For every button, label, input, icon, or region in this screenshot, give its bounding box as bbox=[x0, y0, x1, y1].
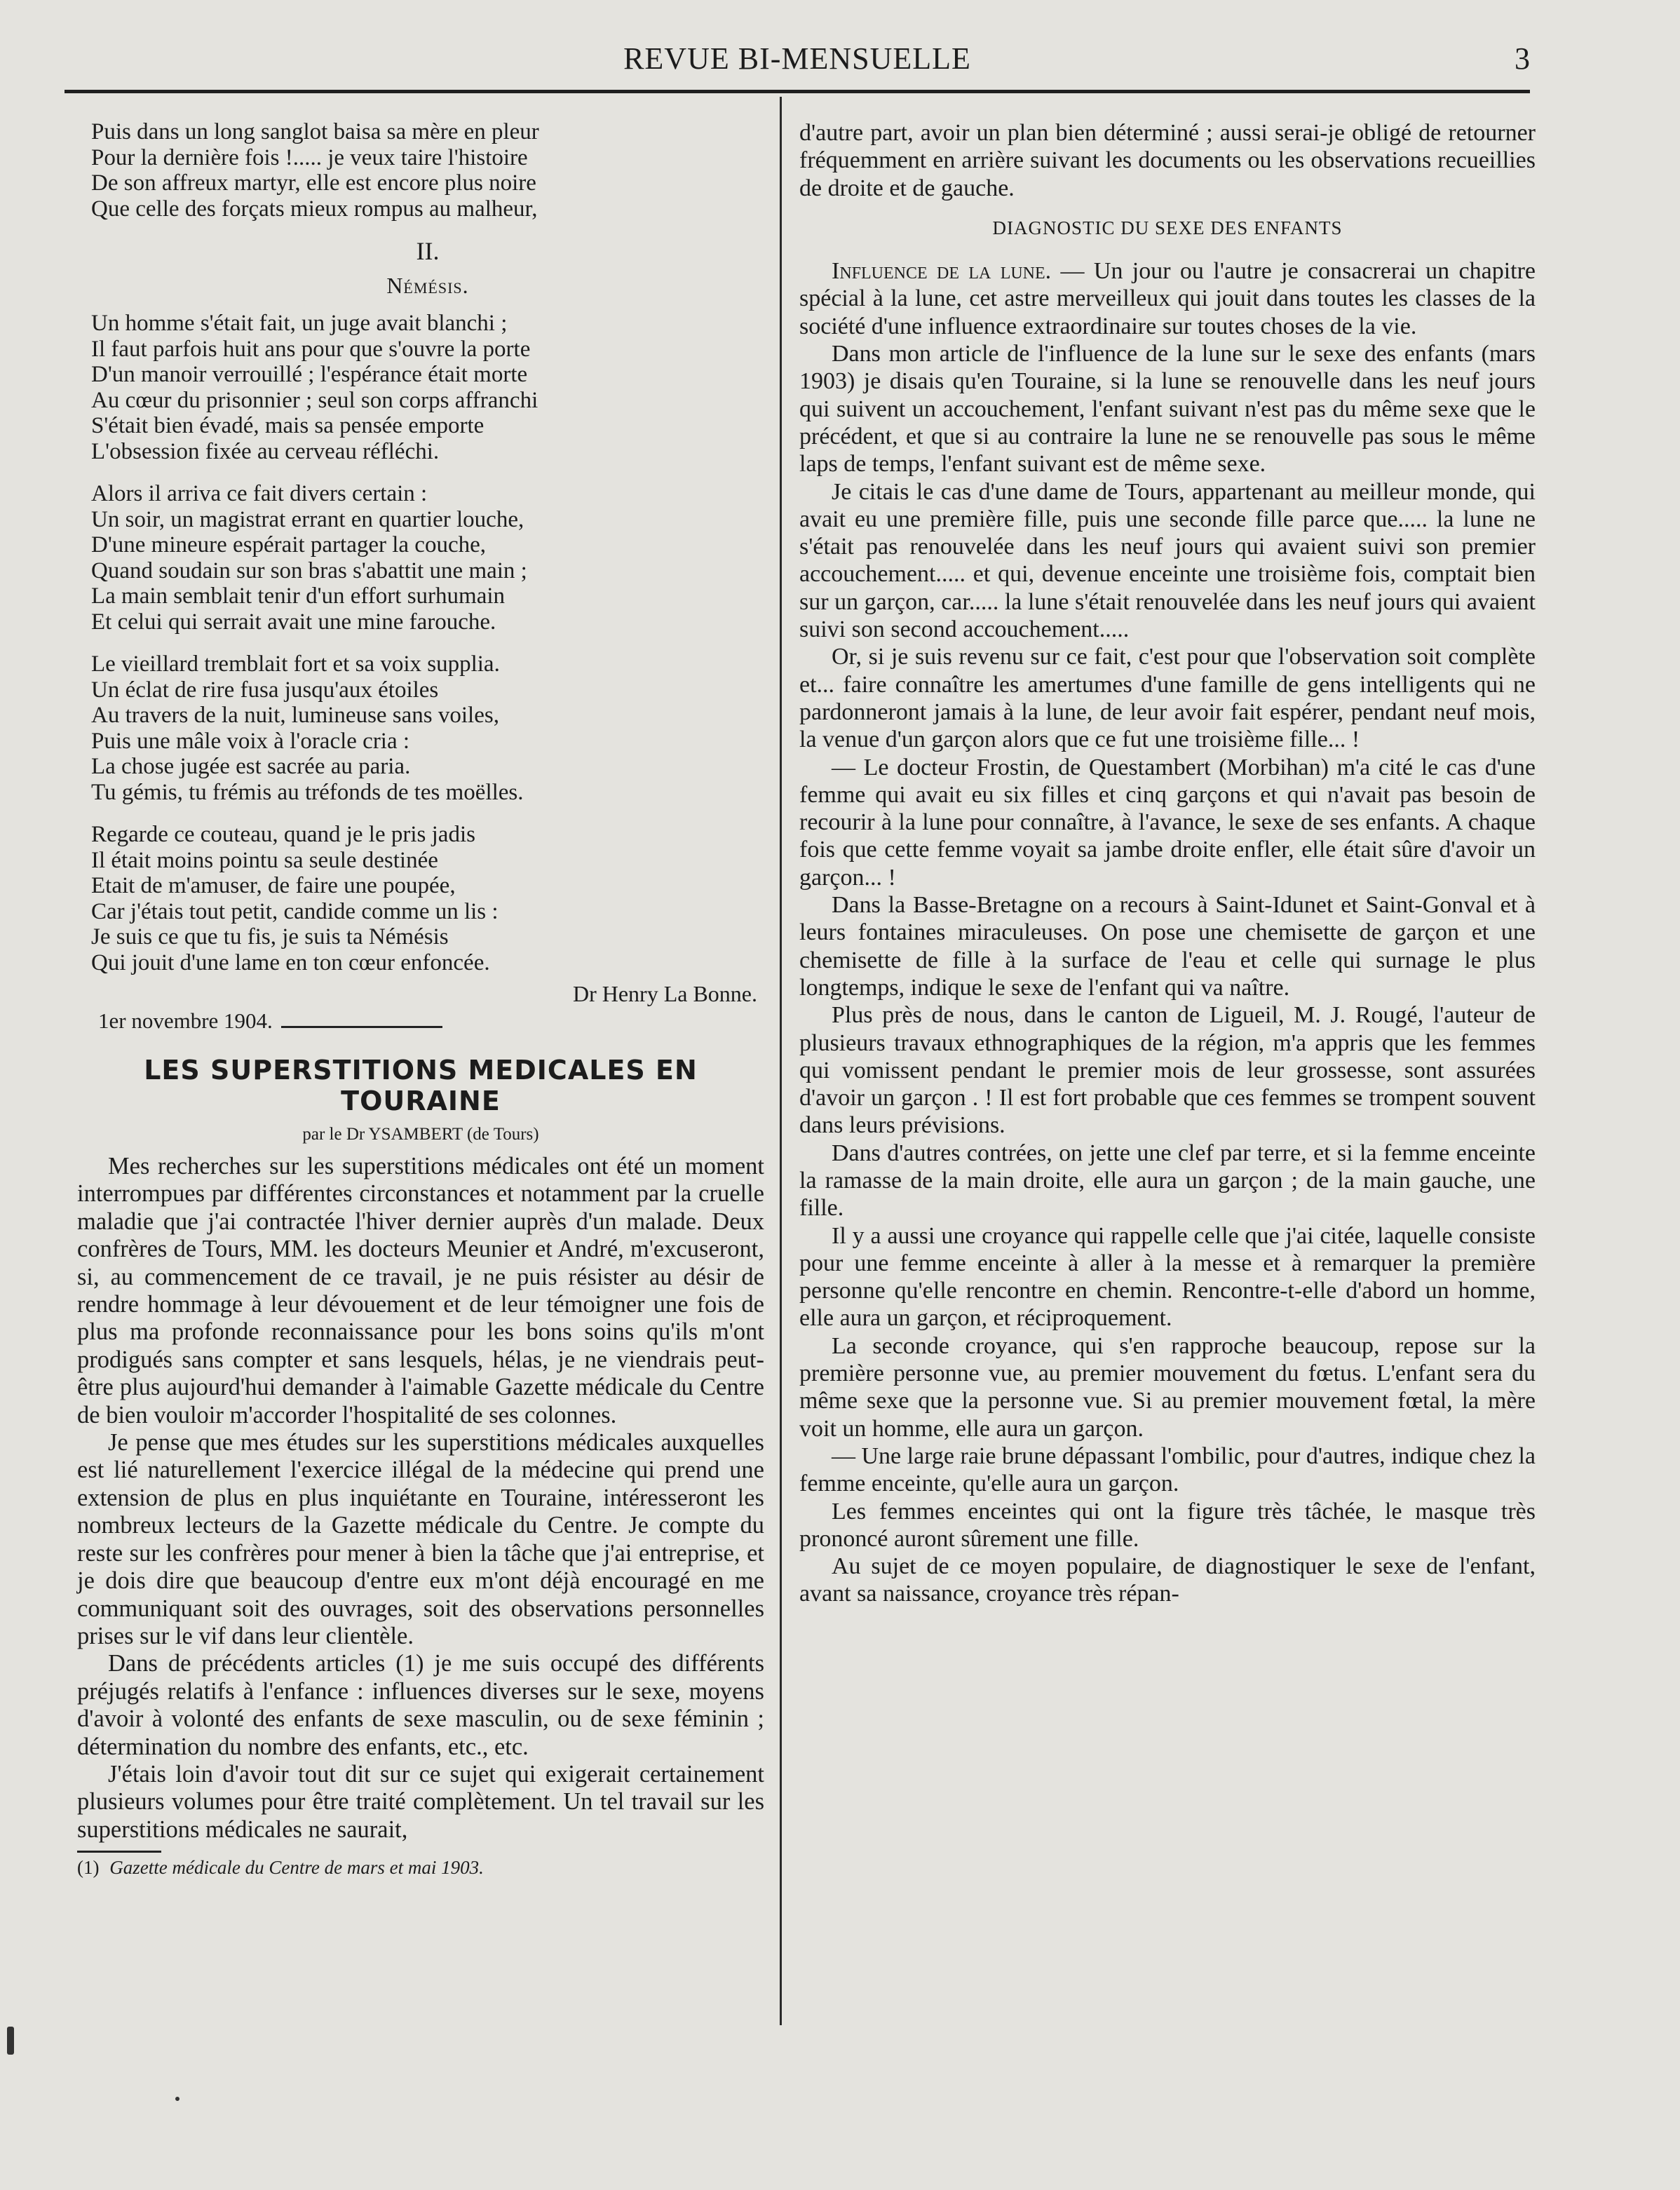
footnote-mark: (1) bbox=[77, 1857, 100, 1879]
paragraph: Au sujet de ce moyen populaire, de diagnostiquer le sexe de l'enfant, avant sa naissance, croyance très répan- bbox=[799, 1553, 1536, 1607]
verse-line: Un soir, un magistrat errant en quartier louche, bbox=[91, 506, 524, 532]
article-byline: par le Dr YSAMBERT (de Tours) bbox=[302, 1125, 539, 1144]
verse-line: L'obsession fixée au cerveau réfléchi. bbox=[91, 438, 440, 464]
poem-stanza-4 bbox=[91, 651, 764, 805]
footnote bbox=[77, 1857, 764, 1879]
poem-section-title: Némésis. bbox=[386, 272, 469, 298]
run-in-heading: Influence de la lune. bbox=[832, 258, 1052, 285]
paragraph: J'étais loin d'avoir tout dit sur ce sujet qui exigerait certainement plusieurs volumes pour être traité complètement. Un tel travail sur les superstitions médicales ne saurait, bbox=[77, 1760, 764, 1843]
verse-line: Il faut parfois huit ans pour que s'ouvre la porte bbox=[91, 336, 531, 362]
poem-date-line bbox=[98, 1008, 764, 1034]
paragraph: Plus près de nous, dans le canton de Ligueil, M. J. Rougé, l'auteur de plusieurs travaux ethnographiques de la région, m'a appris que les femmes qui vomissent pendant le premier mois de leur grossesse, sont assurées d'avoir un garçon . ! Il est fort probable que ces femmes se trompent souvent dans leurs prévisions. bbox=[799, 1002, 1536, 1139]
article-body-right bbox=[799, 119, 1536, 1608]
verse-line: Qui jouit d'une lame en ton cœur enfoncée. bbox=[91, 949, 490, 975]
paragraph: Il y a aussi une croyance qui rappelle celle que j'ai citée, laquelle consiste pour une femme enceinte à aller à la messe et à remarquer la première personne qu'elle rencontre en chemin. Rencontre-t-elle d'abord un homme, elle aura un garçon, et réciproquement. bbox=[799, 1222, 1536, 1332]
verse-line: Alors il arriva ce fait divers certain : bbox=[91, 481, 428, 506]
poem-stanza-3 bbox=[91, 481, 764, 635]
verse-line: Puis dans un long sanglot baisa sa mère en pleur bbox=[91, 119, 539, 144]
verse-line: De son affreux martyr, elle est encore plus noire bbox=[91, 170, 536, 196]
footnote-rule bbox=[77, 1851, 161, 1853]
verse-line: Tu gémis, tu frémis au tréfonds de tes moëlles. bbox=[91, 779, 524, 805]
verse-line: Quand soudain sur son bras s'abattit une main ; bbox=[91, 557, 527, 583]
paragraph: La seconde croyance, qui s'en rapproche beaucoup, repose sur la première personne vue, au premier mouvement du fœtus. L'enfant sera du même sexe que la personne vue. Si au premier mouvement fœtal, la mère voit un homme, elle aura un garçon. bbox=[799, 1332, 1536, 1442]
paragraph: — Une large raie brune dépassant l'ombilic, pour d'autres, indique chez la femme enceinte, qu'elle aura un garçon. bbox=[799, 1442, 1536, 1497]
paragraph: Dans d'autres contrées, on jette une clef par terre, et si la femme enceinte la ramasse de la main droite, elle aura un garçon ; de la main gauche, une fille. bbox=[799, 1140, 1536, 1222]
verse-line: Au travers de la nuit, lumineuse sans voiles, bbox=[91, 703, 499, 728]
article-body-left bbox=[77, 1153, 764, 1844]
verse-line: S'était bien évadé, mais sa pensée emporte bbox=[91, 413, 485, 438]
paragraph-text: — Un jour ou l'autre je consacrerai un chapitre spécial à la lune, cet astre merveilleux qui jouit dans toutes les classes de la société d'une influence extraordinaire sur toutes choses de la vie. bbox=[799, 258, 1536, 339]
page-number: 3 bbox=[1515, 41, 1530, 76]
poem-signature: Dr Henry La Bonne. bbox=[572, 981, 757, 1006]
verse-line: Etait de m'amuser, de faire une poupée, bbox=[91, 873, 456, 898]
paragraph: Je pense que mes études sur les superstitions médicales auxquelles est lié naturellement l'exercice illégal de la médecine qui prend une extension de plus en plus inquiétante en Touraine, intéresseront les nombreux lecteurs de la Gazette médicale du Centre. Je compte du reste sur les confrères pour mener à bien la tâche que j'ai entreprise, et je dois dire que beaucoup d'entre eux m'ont déjà encouragé en me communiquant soit des ouvrages, soit des observations personnelles prises sur le vif dans leur clientèle. bbox=[77, 1429, 764, 1649]
running-title: REVUE BI-MENSUELLE bbox=[623, 41, 971, 76]
poem-stanza-1 bbox=[91, 119, 764, 222]
paragraph: Mes recherches sur les superstitions médicales ont été un moment interrompues par différentes circonstances et notamment par la cruelle maladie que j'ai contractée l'hiver dernier auprès d'un malade. Deux confrères de Tours, MM. les docteurs Meunier et André, m'excuseront, si, au commencement de ce travail, je ne puis résister au désir de rendre hommage à leur dévouement et de leur témoigner une fois de plus ma profonde reconnaissance pour les bons soins qu'ils m'ont prodigués sans compter et sans lesquels, hélas, je ne viendrais peut-être plus aujourd'hui demander à l'aimable Gazette médicale du Centre de bien vouloir m'accorder l'hospitalité de ses colonnes. bbox=[77, 1153, 764, 1428]
verse-line: Un homme s'était fait, un juge avait blanchi ; bbox=[91, 311, 508, 336]
paragraph: Dans de précédents articles (1) je me suis occupé des différents préjugés relatifs à l'enfance : influences diverses sur le sexe, moyens d'avoir à volonté des enfants de sexe masculin, ou de sexe féminin ; détermination du nombre des enfants, etc., etc. bbox=[77, 1650, 764, 1760]
paragraph: Dans mon article de l'influence de la lune sur le sexe des enfants (mars 1903) je disais qu'en Touraine, si la lune se renouvelle dans les neuf jours qui suivent un accouchement, l'enfant suivant n'est pas du même sexe que le précédent, et que si au contraire la lune ne se renouvelle pas sous le même laps de temps, l'enfant suivant est de même sexe. bbox=[799, 341, 1536, 478]
verse-line: Il était moins pointu sa seule destinée bbox=[91, 847, 438, 873]
column-divider bbox=[780, 97, 782, 2025]
poem-date: 1er novembre 1904. bbox=[98, 1008, 273, 1033]
verse-line: Pour la dernière fois !..... je veux taire l'histoire bbox=[91, 144, 528, 170]
poem bbox=[91, 119, 764, 975]
verse-line: Et celui qui serrait avait une mine farouche. bbox=[91, 609, 496, 635]
poem-section-number: II. bbox=[416, 237, 440, 265]
verse-line: Le vieillard tremblait fort et sa voix supplia. bbox=[91, 651, 500, 677]
print-speck bbox=[7, 2027, 14, 2055]
verse-line: D'un manoir verrouillé ; l'espérance était morte bbox=[91, 362, 528, 387]
verse-line: D'une mineure espérait partager la couche, bbox=[91, 532, 486, 557]
verse-line: Regarde ce couteau, quand je le pris jadis bbox=[91, 822, 475, 847]
verse-line: Car j'étais tout petit, candide comme un lis : bbox=[91, 898, 499, 924]
verse-line: Un éclat de rire fusa jusqu'aux étoiles bbox=[91, 677, 439, 703]
separator-rule bbox=[281, 1026, 442, 1028]
paragraph: Les femmes enceintes qui ont la figure très tâchée, le masque très prononcé auront sûrement une fille. bbox=[799, 1498, 1536, 1552]
page-header bbox=[65, 36, 1530, 93]
article-title: LES SUPERSTITIONS MEDICALES EN TOURAINE bbox=[144, 1055, 698, 1116]
left-column bbox=[77, 119, 764, 1879]
verse-line: Au cœur du prisonnier ; seul son corps affranchi bbox=[91, 387, 538, 413]
paragraph: Dans la Basse-Bretagne on a recours à Saint-Idunet et Saint-Gonval et à leurs fontaines miraculeuses. On pose une chemisette de garçon et une chemisette de fille à la surface de l'eau et celle qui surnage le plus longtemps, indique le sexe de l'enfant qui va naître. bbox=[799, 892, 1536, 1001]
verse-line: Je suis ce que tu fis, je suis ta Némésis bbox=[91, 924, 449, 949]
verse-line: Puis une mâle voix à l'oracle cria : bbox=[91, 728, 410, 754]
header-rule bbox=[65, 90, 1530, 93]
paragraph bbox=[799, 257, 1536, 340]
paragraph: Or, si je suis revenu sur ce fait, c'est pour que l'observation soit complète et... faire connaître les amertumes d'une famille de gens intelligents qui ne pardonneront jamais à la lune, de leur avoir fait espérer, pendant neuf mois, la venue d'un garçon alors que ce fut une troisième fille... ! bbox=[799, 644, 1536, 753]
print-speck bbox=[175, 2097, 179, 2101]
verse-line: La main semblait tenir d'un effort surhumain bbox=[91, 583, 506, 609]
section-heading: DIAGNOSTIC DU SEXE DES ENFANTS bbox=[992, 217, 1343, 238]
poem-stanza-5 bbox=[91, 822, 764, 975]
right-column bbox=[799, 119, 1536, 1608]
footnote-text: Gazette médicale du Centre de mars et mai 1903. bbox=[109, 1857, 484, 1879]
verse-line: Que celle des forçats mieux rompus au malheur, bbox=[91, 196, 538, 222]
paragraph: Je citais le cas d'une dame de Tours, appartenant au meilleur monde, qui avait eu une première fille, puis une seconde fille parce que..... la lune ne s'était pas renouvelée dans les neuf jours qui avaient suivi son premier accouchement..... et qui, devenue enceinte une troisième fois, comptait bien sur un garçon, car..... la lune s'était renouvelée dans les neuf jours qui avaient suivi son second accouchement..... bbox=[799, 478, 1536, 643]
paragraph: d'autre part, avoir un plan bien déterminé ; aussi serai-je obligé de retourner fréquemment en arrière suivant les documents ou les observations recueillies de droite et de gauche. bbox=[799, 120, 1536, 201]
poem-stanza-2 bbox=[91, 311, 764, 464]
paragraph: — Le docteur Frostin, de Questambert (Morbihan) m'a cité le cas d'une femme qui avait eu six filles et cinq garçons et qui n'avait pas besoin de recourir à la lune pour connaître, à l'avance, le sexe de ses enfants. A chaque fois que cette femme voyait sa jambe droite enfler, elle était sûre d'avoir un garçon... ! bbox=[799, 754, 1536, 891]
verse-line: La chose jugée est sacrée au paria. bbox=[91, 754, 411, 779]
